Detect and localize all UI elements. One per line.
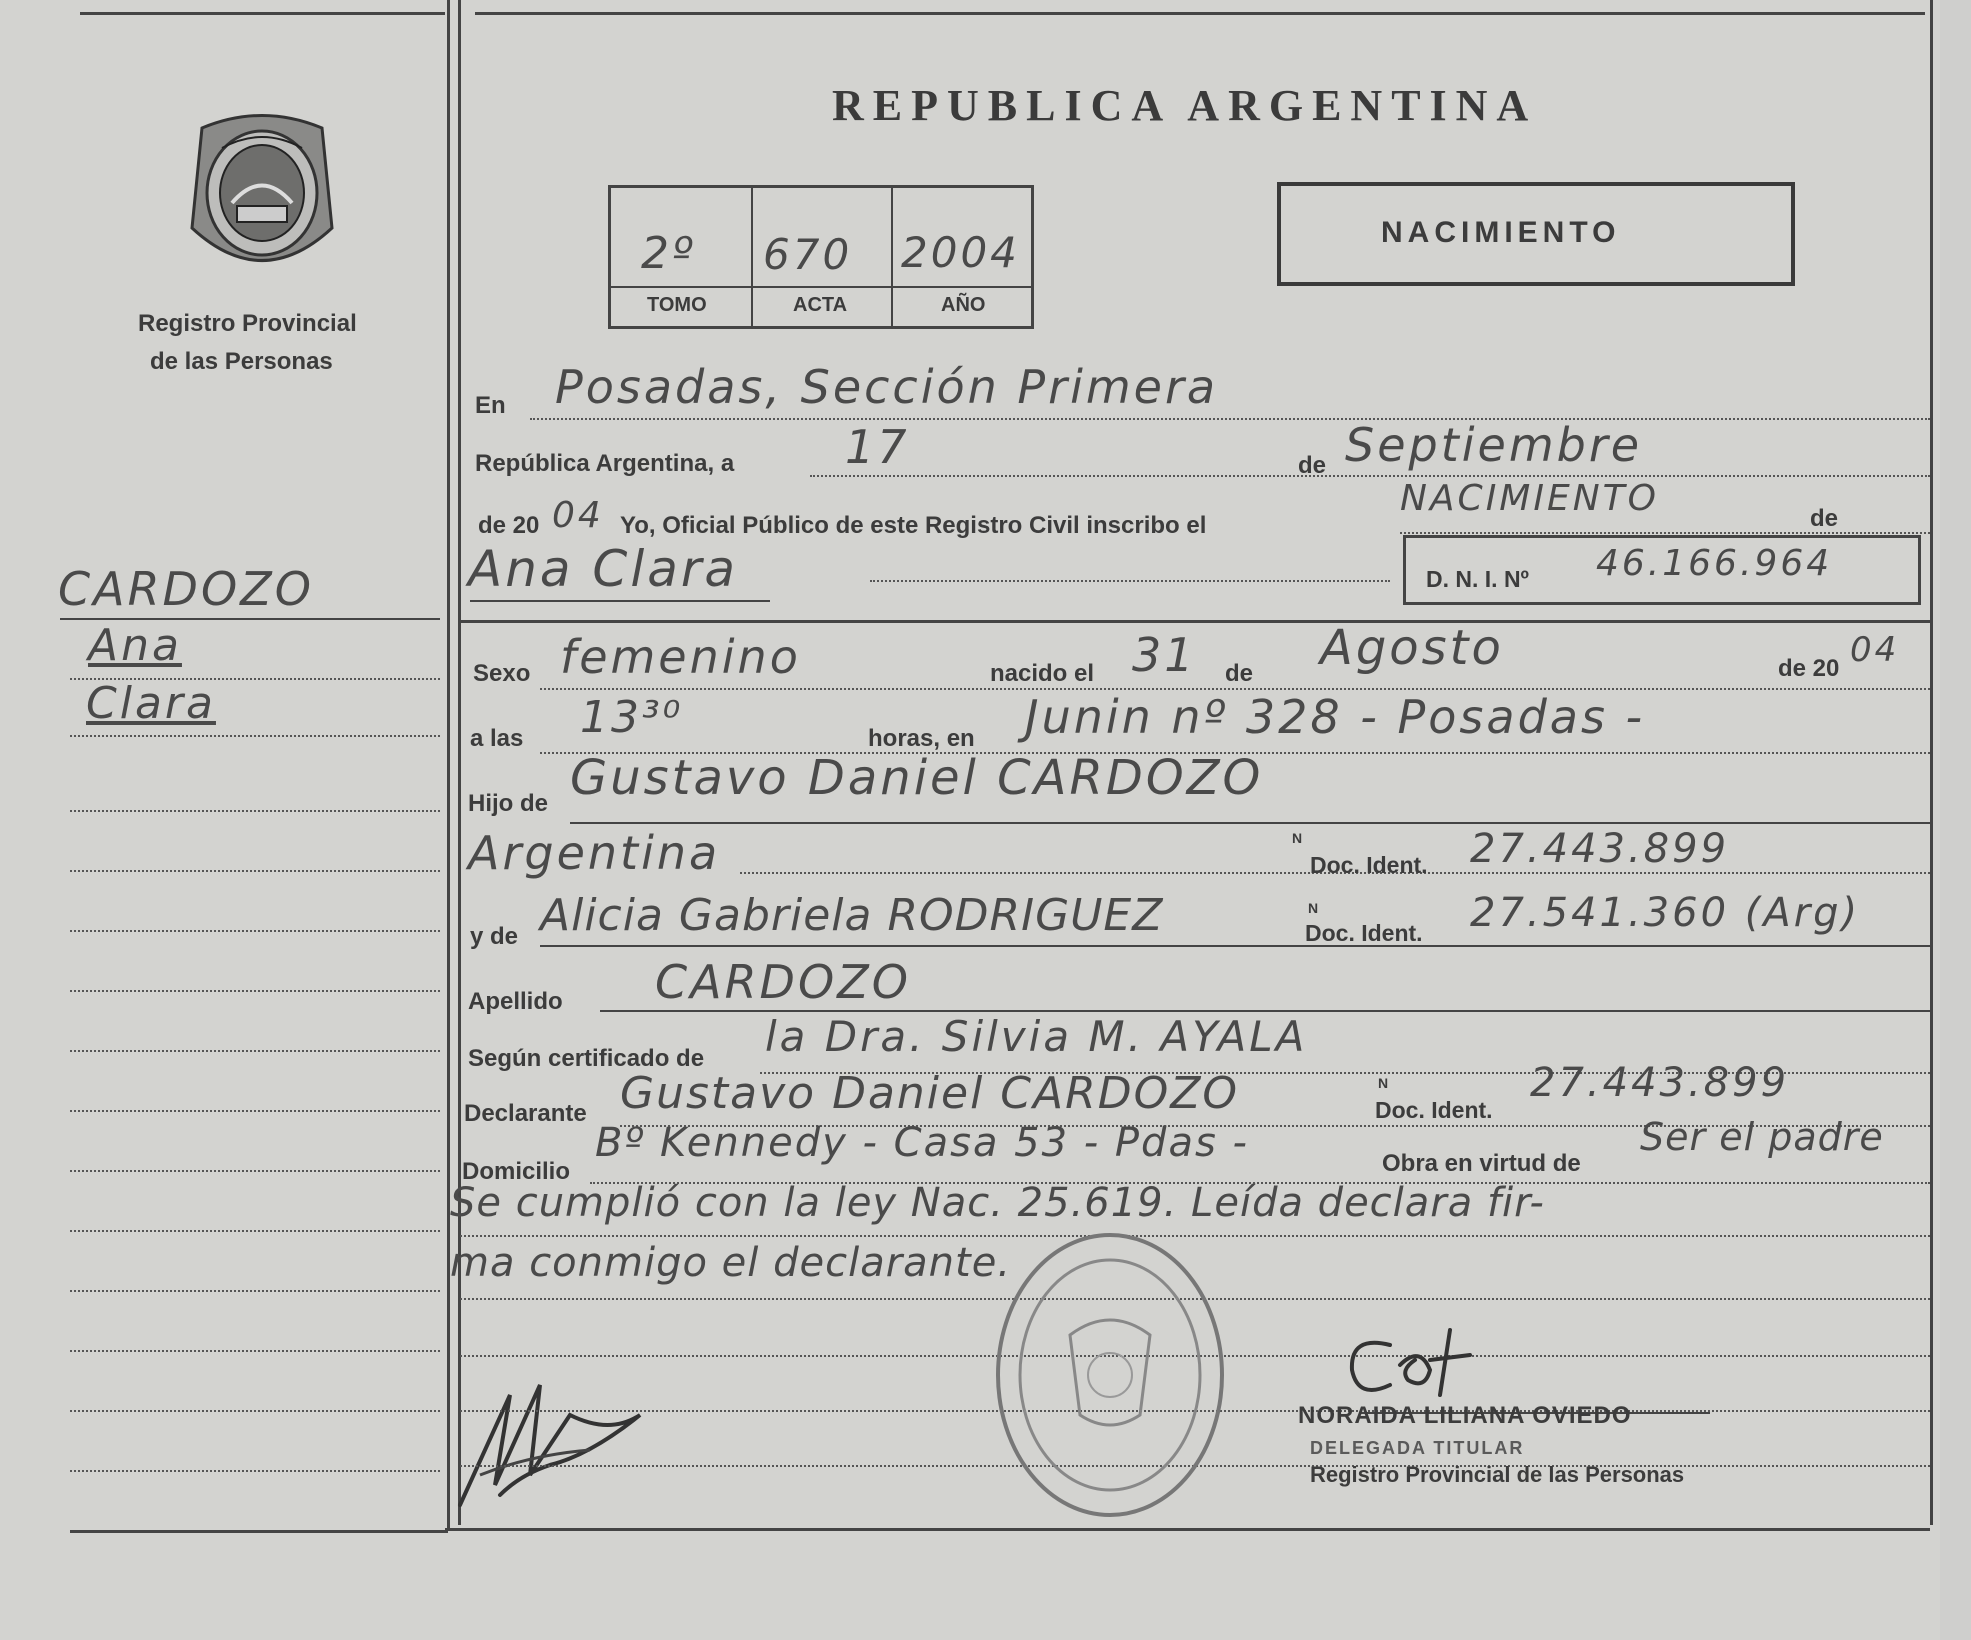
domicilio-value: Bº Kennedy - Casa 53 - Pdas - <box>595 1120 1249 1166</box>
dni-value: 46.166.964 <box>1596 543 1833 584</box>
registry-label-line2: de las Personas <box>150 348 333 375</box>
inscribo-line <box>1400 532 1930 534</box>
declarante-value: Gustavo Daniel CARDOZO <box>620 1068 1239 1119</box>
dni-label: D. N. I. Nº <box>1426 566 1529 592</box>
officer-title: DELEGADA TITULAR <box>1310 1438 1525 1458</box>
certificado-label: Según certificado de <box>468 1045 705 1072</box>
acta-value: 670 <box>763 230 853 279</box>
sidebar-dotted-line <box>70 1110 440 1112</box>
sidebar-dotted-line <box>70 1410 440 1412</box>
birth-time: 13³⁰ <box>580 692 684 743</box>
en-label: En <box>475 392 506 419</box>
sidebar-dotted-line <box>70 1050 440 1052</box>
obra-value: Ser el padre <box>1640 1115 1884 1159</box>
sidebar-dotted-line <box>70 1230 440 1232</box>
declarante-doc-label: Doc. Ident. <box>1375 1097 1493 1123</box>
bottom-rule-left <box>70 1530 448 1533</box>
section-rule <box>460 620 1930 623</box>
note-line-1: Se cumplió con la ley Nac. 25.619. Leída declara fir- <box>450 1180 1545 1226</box>
record-number-box <box>608 185 1034 329</box>
sidebar-surname: CARDOZO <box>58 562 314 616</box>
sidebar-dotted-line <box>70 735 440 737</box>
inscribo-value: NACIMIENTO <box>1400 478 1659 519</box>
sexo-label: Sexo <box>473 660 531 687</box>
father-line <box>570 822 1930 824</box>
officer-registry: Registro Provincial de las Personas <box>1310 1462 1685 1487</box>
father-doc: 27.443.899 <box>1470 826 1730 872</box>
de-label-3: de <box>1225 660 1254 687</box>
sidebar-second-name: Clara <box>86 678 216 729</box>
republica-label: República Argentina, a <box>475 450 735 477</box>
certificate-type: NACIMIENTO <box>1381 216 1621 249</box>
sidebar-dotted-line <box>70 1350 440 1352</box>
birth-day: 31 <box>1132 628 1197 682</box>
father-doc-label: Doc. Ident. <box>1310 852 1428 878</box>
record-box-divider <box>611 286 1031 288</box>
sidebar-first-name: Ana <box>88 620 182 671</box>
yo-text: Yo, Oficial Público de este Registro Civil inscribo el <box>620 512 1207 539</box>
sidebar-dotted-line <box>70 870 440 872</box>
child-name: Ana Clara <box>468 540 739 598</box>
en-value: Posadas, Sección Primera <box>555 360 1219 414</box>
sidebar-dotted-line <box>70 990 440 992</box>
sexo-value: femenino <box>560 630 801 684</box>
officer-signature <box>1330 1325 1530 1405</box>
tomo-value: 2º <box>641 228 696 279</box>
record-box-divider <box>751 188 753 326</box>
certificado-value: la Dra. Silvia M. AYALA <box>765 1012 1308 1061</box>
declarante-doc-n: N <box>1378 1075 1389 1091</box>
sidebar-dotted-line <box>70 1470 440 1472</box>
dni-box <box>1403 535 1921 605</box>
date-line <box>810 475 1930 477</box>
mother-name: Alicia Gabriela RODRIGUEZ <box>540 890 1164 941</box>
main-form <box>450 0 1930 1530</box>
birth-month: Agosto <box>1320 620 1504 676</box>
de-label-2: de <box>1810 505 1839 532</box>
note-line-2: ma conmigo el declarante. <box>450 1240 1012 1286</box>
country-title: REPUBLICA ARGENTINA <box>832 81 1538 130</box>
ano-label: AÑO <box>941 294 986 316</box>
mother-line <box>540 945 1930 947</box>
en-line <box>530 418 1930 420</box>
hijo-label: Hijo de <box>468 790 549 817</box>
mother-doc-n: N <box>1308 900 1319 916</box>
father-doc-n: N <box>1292 830 1303 846</box>
tomo-label: TOMO <box>647 294 707 316</box>
alas-label: a las <box>470 725 524 752</box>
declarante-label: Declarante <box>464 1100 587 1127</box>
official-seal-stamp <box>990 1225 1230 1525</box>
top-rule-left <box>80 12 445 15</box>
de-label: de <box>1298 452 1327 479</box>
day-value: 17 <box>845 420 910 474</box>
mother-doc: 27.541.360 (Arg) <box>1470 890 1861 936</box>
birth-year-prefix: de 20 <box>1778 655 1840 682</box>
month-value: Septiembre <box>1345 418 1643 472</box>
officer-name: NORAIDA LILIANA OVIEDO <box>1298 1402 1632 1429</box>
child-name-underline <box>470 600 770 602</box>
horas-label: horas, en <box>868 725 975 752</box>
registry-label-line1: Registro Provincial <box>138 310 357 337</box>
sidebar <box>50 100 445 1520</box>
record-box-divider <box>891 188 893 326</box>
coat-of-arms-emblem <box>182 108 342 283</box>
year-suffix: 04 <box>552 495 604 536</box>
child-name-line <box>870 580 1390 582</box>
ano-value: 2004 <box>901 228 1020 277</box>
sidebar-dotted-line <box>70 810 440 812</box>
obra-label: Obra en virtud de <box>1382 1150 1581 1177</box>
acta-label: ACTA <box>793 294 848 316</box>
nacido-label: nacido el <box>990 660 1095 687</box>
apellido-value: CARDOZO <box>655 955 911 1009</box>
sidebar-border-left <box>447 0 450 1530</box>
father-name: Gustavo Daniel CARDOZO <box>570 750 1264 806</box>
sidebar-dotted-line <box>70 1170 440 1172</box>
sidebar-dotted-line <box>70 678 440 680</box>
birth-place: Junin nº 328 - Posadas - <box>1025 690 1646 744</box>
main-border-right <box>1930 0 1933 1525</box>
sidebar-dotted-line <box>70 1290 440 1292</box>
declarante-doc: 27.443.899 <box>1530 1060 1790 1106</box>
birth-year-suffix: 04 <box>1850 630 1900 670</box>
year-prefix: de 20 <box>478 512 540 539</box>
apellido-label: Apellido <box>468 988 563 1015</box>
mother-doc-label: Doc. Ident. <box>1305 920 1423 946</box>
domicilio-label: Domicilio <box>462 1158 571 1185</box>
yde-label: y de <box>470 923 519 950</box>
sidebar-dotted-line <box>70 930 440 932</box>
father-nationality: Argentina <box>468 826 721 880</box>
certificate-type-box <box>1277 182 1795 286</box>
